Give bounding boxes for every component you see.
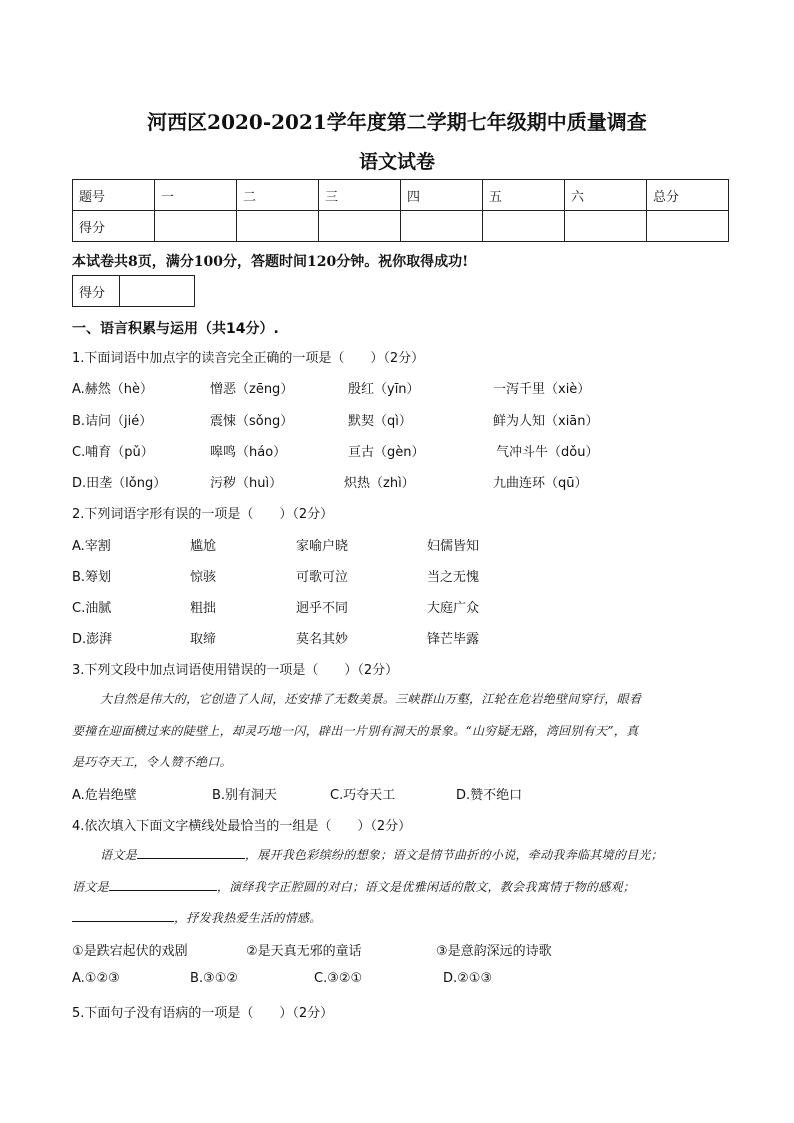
score-cell[interactable] (483, 211, 565, 242)
passage-line: 要撞在迎面横过来的陡壁上，却灵巧地一闪，辟出一片别有洞天的景象。“山穷疑无路，湾回别有天”，真 (72, 724, 639, 738)
option-text: 家喻户晓 (296, 539, 349, 554)
option-text: 气冲斗牛（dǒu） (496, 445, 599, 460)
option-text: 大庭广众 (427, 601, 480, 616)
passage-text: ，展开我色彩缤纷的想象；语文是情节曲折的小说，牵动我奔临其境的目光； (244, 848, 664, 862)
score-cell[interactable] (319, 211, 401, 242)
option-text: 取缔 (190, 632, 217, 647)
page-subtitle: 语文试卷 (358, 151, 435, 173)
table-cell: 二 (237, 180, 319, 211)
option-text: B.诘问（jié） (72, 414, 153, 429)
option-text: 惊骇 (190, 570, 217, 585)
option-text: C.巧夺天工 (330, 788, 396, 803)
table-cell: 三 (319, 180, 401, 211)
score-cell[interactable] (155, 211, 237, 242)
option-text: 污秽（huì） (210, 476, 283, 491)
option-text: 震悚（sǒng） (210, 414, 294, 429)
question-2-stem: 2.下列词语字形有误的一项是（ ）（2分） (72, 507, 334, 522)
option-text: 亘古（gèn） (348, 445, 425, 460)
passage-line: 是巧夺天工，令人赞不绝口。 (72, 755, 232, 769)
section-score-box (72, 275, 195, 307)
score-table-header-row (73, 180, 729, 211)
option-text: D.澎湃 (72, 632, 113, 647)
option-text: 妇儒皆知 (427, 539, 480, 554)
option-text: 尴尬 (190, 539, 217, 554)
table-cell: 六 (565, 180, 647, 211)
table-cell: 得分 (73, 276, 120, 307)
passage-text: ，演绎我字正腔圆的对白；语文是优雅闲适的散文，教会我寓情于物的感观； (216, 880, 636, 894)
option-text: D.赞不绝口 (456, 788, 523, 803)
choice-text: ①是跌宕起伏的戏剧 (72, 944, 188, 959)
option-text: C.哺育（pǔ） (72, 445, 154, 460)
fill-blank[interactable] (72, 909, 174, 922)
option-text: B.③①② (190, 971, 239, 986)
fill-blank[interactable] (109, 878, 217, 891)
option-text: C.③②① (314, 971, 363, 986)
choice-text: ②是天真无邪的童话 (246, 944, 362, 959)
option-text: D.②①③ (443, 971, 493, 986)
option-text: A.赫然（hè） (72, 382, 154, 397)
option-text: A.宰割 (72, 539, 111, 554)
score-cell[interactable] (120, 276, 195, 307)
option-text: 嗥鸣（háo） (210, 445, 287, 460)
option-text: 锋芒毕露 (427, 632, 480, 647)
passage-line (100, 846, 663, 863)
option-text: 迥乎不同 (296, 601, 349, 616)
option-text: C.油腻 (72, 601, 112, 616)
option-text: A.①②③ (72, 971, 120, 986)
page-title: 河西区2020-2021学年度第二学期七年级期中质量调查 (147, 110, 647, 134)
question-4-stem: 4.依次填入下面文字横线处最恰当的一组是（ ）（2分） (72, 819, 412, 834)
option-text: A.危岩绝壁 (72, 788, 137, 803)
passage-text: ，抒发我热爱生活的情感。 (174, 911, 322, 925)
fill-blank[interactable] (137, 846, 245, 859)
section-heading: 一、语言积累与运用（共14分）. (72, 321, 279, 337)
table-cell: 得分 (73, 211, 155, 242)
option-text: 炽热（zhì） (344, 476, 415, 491)
question-3-stem: 3.下列文段中加点词语使用错误的一项是（ ）（2分） (72, 663, 399, 678)
exam-notice: 本试卷共8页，满分100分，答题时间120分钟。祝你取得成功! (72, 254, 469, 270)
question-1-stem: 1.下面词语中加点字的读音完全正确的一项是（ ）（2分） (72, 351, 425, 366)
table-cell: 一 (155, 180, 237, 211)
passage-line: 大自然是伟大的，它创造了人间，还安排了无数美景。三峡群山万壑，江轮在危岩绝壁间穿行，眼看 (100, 692, 642, 706)
score-cell[interactable] (565, 211, 647, 242)
table-cell: 总分 (647, 180, 729, 211)
option-text: 憎恶（zēng） (210, 382, 294, 397)
option-text: 一泻千里（xiè） (493, 382, 591, 397)
option-text: 鲜为人知（xiān） (493, 414, 599, 429)
option-text: 殷红（yīn） (348, 382, 420, 397)
choice-text: ③是意韵深远的诗歌 (436, 944, 552, 959)
score-cell[interactable] (647, 211, 729, 242)
option-text: 可歌可泣 (296, 570, 349, 585)
option-text: 莫名其妙 (296, 632, 349, 647)
option-text: B.筹划 (72, 570, 112, 585)
passage-text: 语文是 (72, 880, 109, 894)
score-table (72, 179, 729, 242)
question-5-stem: 5.下面句子没有语病的一项是（ ）（2分） (72, 1006, 334, 1021)
option-text: D.田垄（lǒng） (72, 476, 167, 491)
score-cell[interactable] (401, 211, 483, 242)
passage-line (72, 909, 322, 926)
option-text: 默契（qì） (348, 414, 412, 429)
score-cell[interactable] (237, 211, 319, 242)
table-cell: 四 (401, 180, 483, 211)
table-cell: 题号 (73, 180, 155, 211)
option-text: 当之无愧 (427, 570, 480, 585)
option-text: B.别有洞天 (212, 788, 278, 803)
option-text: 粗拙 (190, 601, 217, 616)
score-table-score-row (73, 211, 729, 242)
table-cell: 五 (483, 180, 565, 211)
option-text: 九曲连环（qū） (493, 476, 588, 491)
passage-line (72, 878, 635, 895)
passage-text: 语文是 (100, 848, 137, 862)
